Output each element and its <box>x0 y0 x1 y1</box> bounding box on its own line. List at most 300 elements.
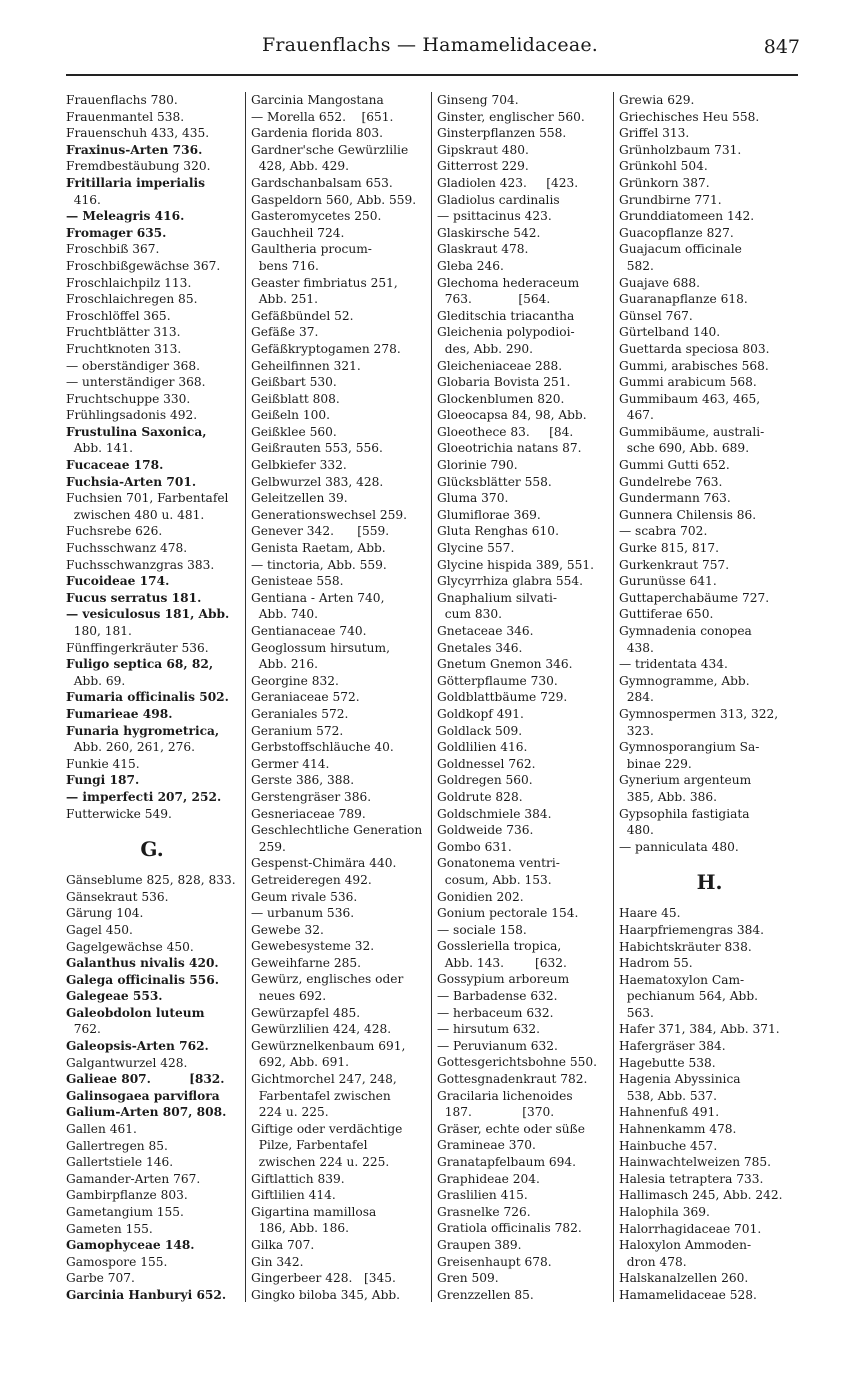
index-entry: Halophila 369. <box>619 1205 710 1219</box>
index-entry: Haematoxylon Cam- <box>619 972 745 987</box>
index-entry: Halesia tetraptera 733. <box>619 1171 764 1186</box>
index-entry: Fuchsrebe 626. <box>66 524 163 539</box>
index-entry: 563. <box>619 1005 654 1020</box>
index-entry: Abb. 141. <box>66 441 134 456</box>
index-entry: — oberständiger 368. <box>66 358 201 373</box>
index-entry: Gynerium argenteum <box>619 773 752 788</box>
index-entry: Frühlingsadonis 492. <box>66 408 198 423</box>
index-entry: Genisteae 558. <box>251 574 344 589</box>
index-entry: Gymnogramme, Abb. <box>619 673 750 688</box>
index-entry: Gewebesysteme 32. <box>251 939 375 954</box>
index-entry: Gypsophila fastigiata <box>619 806 750 821</box>
index-entry: Fünffingerkräuter 536. <box>66 640 209 655</box>
index-entry: Guttiferae 650. <box>619 607 714 622</box>
index-entry: Gasteromycetes 250. <box>251 209 382 224</box>
index-entry: — Meleagris 416. <box>66 209 185 224</box>
page-header <box>60 30 800 70</box>
index-entry: Gardner'sche Gewürzlilie <box>251 142 409 157</box>
index-entry: Gewürzapfel 485. <box>251 1005 361 1020</box>
index-entry: Gewürznelkenbaum 691, <box>251 1038 406 1053</box>
index-entry: Fromager 635. <box>66 225 167 240</box>
index-entry: Gymnadenia conopea <box>619 624 752 638</box>
index-entry: Graslilien 415. <box>437 1188 528 1203</box>
index-entry: 538, Abb. 537. <box>619 1088 718 1103</box>
index-entry: Galanthus nivalis 420. <box>66 956 219 971</box>
index-entry: Hamamelidaceae 528. <box>619 1287 757 1302</box>
index-entry: Fungi 187. <box>66 773 140 788</box>
index-entry: Halskanalzellen 260. <box>619 1271 749 1286</box>
index-entry: Abb. 143. [632. <box>437 955 567 970</box>
index-entry: Galeopsis-Arten 762. <box>66 1039 209 1054</box>
index-entry: Gelbkiefer 332. <box>251 458 347 473</box>
index-entry: Hafergräser 384. <box>619 1039 726 1054</box>
index-entry: Geißbart 530. <box>251 375 337 390</box>
index-entry: Graupen 389. <box>437 1237 522 1252</box>
index-entry: Getreideregen 492. <box>251 872 372 887</box>
index-entry: Gameten 155. <box>66 1221 153 1236</box>
index-entry: Gentiana - Arten 740, <box>251 590 385 605</box>
index-entry: Gentianaceae 740. <box>251 624 367 638</box>
index-entry: Goldrute 828. <box>437 789 523 804</box>
index-entry: sche 690, Abb. 689. <box>619 441 750 456</box>
index-entry: Gingko biloba 345, Abb. <box>251 1287 401 1302</box>
index-entry: Garcinia Mangostana <box>251 93 384 107</box>
index-column-2 <box>251 92 427 1304</box>
index-entry: 762. <box>66 1022 101 1037</box>
index-entry: Gleicheniaceae 288. <box>437 358 563 373</box>
index-entry: Gingerbeer 428. [345. <box>251 1271 396 1286</box>
index-entry: Gewebe 32. <box>251 922 324 937</box>
index-entry: Götterpflaume 730. <box>437 673 558 688</box>
index-entry: Froschbiß 367. <box>66 242 160 257</box>
index-entry: 187. [370. <box>437 1105 555 1120</box>
index-entry: neues 692. <box>251 989 327 1004</box>
index-entry: Gleichenia polypodioi- <box>437 325 575 340</box>
index-entry: Geleitzellen 39. <box>251 491 348 506</box>
index-entry: Grenzzellen 85. <box>437 1287 534 1302</box>
index-entry: Glaskirsche 542. <box>437 225 541 240</box>
header-rule <box>66 74 798 76</box>
index-entry: Guttaperchabäume 727. <box>619 590 770 605</box>
index-entry: Goldnessel 762. <box>437 756 536 771</box>
index-entry: Haare 45. <box>619 906 681 921</box>
index-entry: Gefäße 37. <box>251 325 319 340</box>
index-entry: Gallertregen 85. <box>66 1138 168 1153</box>
index-entry: Geißeln 100. <box>251 408 330 423</box>
index-entry: Fumarieae 498. <box>66 706 173 721</box>
index-entry: Galgantwurzel 428. <box>66 1055 188 1070</box>
index-entry: zwischen 224 u. 225. <box>251 1155 390 1169</box>
index-entry: Gnetum Gnemon 346. <box>437 657 573 672</box>
index-entry: Hadrom 55. <box>619 956 693 971</box>
index-entry: Geraniales 572. <box>251 706 349 721</box>
index-entry: Geißblatt 808. <box>251 391 340 406</box>
index-entry: Gewürz, englisches oder <box>251 972 404 987</box>
index-entry: Gratiola officinalis 782. <box>437 1221 582 1236</box>
column-divider <box>431 92 432 1302</box>
index-entry: Galinsogaea parviflora <box>66 1088 220 1103</box>
index-entry: Gärung 104. <box>66 906 144 921</box>
index-entry: — hirsutum 632. <box>437 1022 541 1037</box>
index-entry: Gurke 815, 817. <box>619 541 720 556</box>
index-entry: Gloeothece 83. [84. <box>437 424 574 439</box>
index-entry: Gigartina mamillosa <box>251 1204 377 1219</box>
index-entry: Generationswechsel 259. <box>251 507 408 522</box>
index-entry: — imperfecti 207, 252. <box>66 789 222 804</box>
index-entry: Gundelrebe 763. <box>619 474 723 489</box>
index-entry: Grunddiatomeen 142. <box>619 209 755 224</box>
index-entry: Gummi Gutti 652. <box>619 458 730 473</box>
index-entry: Gonatonema ventri- <box>437 856 560 871</box>
column-divider <box>245 92 246 1302</box>
index-entry: Guettarda speciosa 803. <box>619 341 770 356</box>
index-entry: Gloeocapsa 84, 98, Abb. <box>437 408 587 423</box>
index-column-1 <box>66 92 238 1304</box>
index-entry: Glücksblätter 558. <box>437 474 552 489</box>
index-entry: 467. <box>619 408 654 423</box>
index-entry: Gitterrost 229. <box>437 159 529 174</box>
index-entry: Gottesgnadenkraut 782. <box>437 1072 588 1087</box>
index-entry: Fuligo septica 68, 82, <box>66 657 214 672</box>
index-entry: Hainwachtelweizen 785. <box>619 1155 772 1170</box>
index-entry: Graphideae 204. <box>437 1171 540 1186</box>
index-entry: Gurunüsse 641. <box>619 574 717 589</box>
index-entry: Galega officinalis 556. <box>66 972 219 987</box>
index-entry: — psittacinus 423. <box>437 209 552 224</box>
index-entry: Gloeotrichia natans 87. <box>437 441 582 456</box>
index-entry: Grasnelke 726. <box>437 1204 531 1219</box>
index-entry: Greisenhaupt 678. <box>437 1254 552 1269</box>
index-entry: Goldlilien 416. <box>437 740 528 755</box>
index-entry: Fuchsia-Arten 701. <box>66 474 197 489</box>
index-entry: Germer 414. <box>251 756 330 771</box>
index-entry: Gagel 450. <box>66 922 133 937</box>
index-entry: Frustulina Saxonica, <box>66 424 207 439</box>
index-entry: — vesiculosus 181, Abb. <box>66 607 230 622</box>
index-entry: Futterwicke 549. <box>66 806 172 821</box>
index-entry: Fruchtknoten 313. <box>66 341 182 356</box>
index-entry: Goldweide 736. <box>437 823 534 838</box>
index-entry: 224 u. 225. <box>251 1105 329 1120</box>
index-entry: Gladiolen 423. [423. <box>437 175 579 190</box>
index-entry: Gerste 386, 388. <box>251 773 355 788</box>
index-entry: Frauenmantel 538. <box>66 109 185 124</box>
index-entry: Grünholzbaum 731. <box>619 142 742 157</box>
index-entry: cosum, Abb. 153. <box>437 872 552 887</box>
index-entry: Genista Raetam, Abb. <box>251 541 386 556</box>
index-entry: Gamospore 155. <box>66 1254 168 1269</box>
index-column-3 <box>437 92 609 1304</box>
index-entry: Giftige oder verdächtige <box>251 1121 403 1136</box>
index-entry: 428, Abb. 429. <box>251 159 350 174</box>
index-entry: 186, Abb. 186. <box>251 1221 350 1236</box>
index-entry: Hainbuche 457. <box>619 1138 718 1153</box>
index-entry: 323. <box>619 723 654 738</box>
index-entry: Geaster fimbriatus 251, <box>251 275 398 290</box>
index-entry: Glechoma hederaceum <box>437 275 580 290</box>
index-entry: Gladiolus cardinalis <box>437 192 560 207</box>
index-entry: Hallimasch 245, Abb. 242. <box>619 1188 783 1203</box>
index-entry: Gallen 461. <box>66 1122 137 1137</box>
index-entry: Galeobdolon luteum <box>66 1005 205 1020</box>
index-entry: Griffel 313. <box>619 126 690 141</box>
index-entry: Fritillaria imperialis <box>66 175 205 190</box>
index-entry: Gaspeldorn 560, Abb. 559. <box>251 192 417 207</box>
index-entry: Gerbstoffschläuche 40. <box>251 740 394 755</box>
index-entry: Gipskraut 480. <box>437 142 529 157</box>
index-entry: Abb. 260, 261, 276. <box>66 740 196 755</box>
index-entry: — tridentata 434. <box>619 657 728 672</box>
index-entry: — Barbadense 632. <box>437 989 558 1004</box>
index-entry: Haarpfriemengras 384. <box>619 922 765 937</box>
index-entry: Georgine 832. <box>251 673 339 688</box>
index-entry: Gunnera Chilensis 86. <box>619 507 757 522</box>
index-entry: Globaria Bovista 251. <box>437 375 571 390</box>
index-entry: zwischen 480 u. 481. <box>66 507 205 522</box>
index-entry: Gleditschia triacantha <box>437 308 575 323</box>
index-entry: Gnetaceae 346. <box>437 624 534 638</box>
index-entry: Gin 342. <box>251 1254 304 1269</box>
index-entry: Froschbißgewächse 367. <box>66 258 221 273</box>
index-entry: Fraxinus-Arten 736. <box>66 142 203 157</box>
index-entry: — unterständiger 368. <box>66 375 206 390</box>
index-entry: Gallertstiele 146. <box>66 1155 174 1170</box>
index-entry: Genever 342. [559. <box>251 524 390 539</box>
index-entry: Abb. 740. <box>251 607 319 622</box>
index-entry: Ginster, englischer 560. <box>437 109 585 124</box>
index-entry: Pilze, Farbentafel <box>251 1138 368 1153</box>
index-entry: Gaultheria procum- <box>251 242 372 257</box>
index-entry: Grünkohl 504. <box>619 159 708 174</box>
index-entry: Glorinie 790. <box>437 458 518 473</box>
index-entry: Gilka 707. <box>251 1237 315 1252</box>
index-entry: Hahnenfuß 491. <box>619 1105 720 1120</box>
index-entry: Giftlattich 839. <box>251 1171 345 1186</box>
index-entry: Frauenschuh 433, 435. <box>66 126 210 141</box>
page-number: 847 <box>763 36 800 58</box>
index-entry: Halorrhagidaceae 701. <box>619 1221 762 1236</box>
index-entry: Guajave 688. <box>619 275 701 290</box>
index-entry: Gombo 631. <box>437 839 512 854</box>
index-entry: Abb. 69. <box>66 673 126 688</box>
index-entry: Hahnenkamm 478. <box>619 1122 737 1137</box>
index-entry: Granatapfelbaum 694. <box>437 1155 577 1169</box>
index-entry: 582. <box>619 258 654 273</box>
index-entry: Gummibaum 463, 465, <box>619 391 761 406</box>
index-entry: Goldregen 560. <box>437 773 533 788</box>
index-entry: Gametangium 155. <box>66 1205 184 1219</box>
index-entry: — tinctoria, Abb. 559. <box>251 557 387 572</box>
index-entry: Geschlechtliche Generation <box>251 823 423 838</box>
index-entry: 180, 181. <box>66 624 132 638</box>
index-entry: Gluta Renghas 610. <box>437 524 559 539</box>
index-entry: Glaskraut 478. <box>437 242 529 257</box>
index-entry: — herbaceum 632. <box>437 1005 554 1020</box>
index-entry: Funaria hygrometrica, <box>66 723 220 738</box>
index-entry: Farbentafel zwischen <box>251 1088 391 1103</box>
index-entry: Gottesgerichtsbohne 550. <box>437 1055 597 1070</box>
index-entry: Funkie 415. <box>66 756 140 771</box>
index-entry: Garbe 707. <box>66 1271 135 1286</box>
index-entry: Gymnosporangium Sa- <box>619 740 760 755</box>
index-entry: Glumiflorae 369. <box>437 507 541 522</box>
index-entry: Gracilaria lichenoides <box>437 1088 573 1103</box>
index-entry: Fruchtblätter 313. <box>66 325 181 340</box>
index-entry: Gossleriella tropica, <box>437 939 562 954</box>
section-letter: H. <box>696 870 723 895</box>
index-entry: Glycine hispida 389, 551. <box>437 557 594 572</box>
index-entry: Geoglossum hirsutum, <box>251 640 390 655</box>
index-entry: Fuchsien 701, Farbentafel <box>66 491 229 506</box>
index-entry: Günsel 767. <box>619 308 693 323</box>
column-divider <box>613 92 614 1302</box>
index-entry: 385, Abb. 386. <box>619 789 718 804</box>
section-letter: G. <box>140 837 164 862</box>
index-entry: Gardschanbalsam 653. <box>251 175 393 190</box>
index-entry: Gamander-Arten 767. <box>66 1171 201 1186</box>
index-entry: Gewürzlilien 424, 428. <box>251 1022 392 1037</box>
index-entry: Gefäßbündel 52. <box>251 308 354 323</box>
index-entry: Galieae 807. [832. <box>66 1072 225 1087</box>
index-entry: Goldblattbäume 729. <box>437 690 568 705</box>
index-entry: Garcinia Hanburyi 652. <box>66 1287 227 1302</box>
index-entry: Goldschmiele 384. <box>437 806 552 821</box>
index-entry: Ginsterpflanzen 558. <box>437 126 567 141</box>
index-entry: Fuchsschwanz 478. <box>66 541 188 556</box>
index-entry: Fucoideae 174. <box>66 574 170 589</box>
index-entry: Gefäßkryptogamen 278. <box>251 341 401 356</box>
index-entry: Goldkopf 491. <box>437 706 524 721</box>
index-entry: Gundermann 763. <box>619 491 731 506</box>
index-entry: Fremdbestäubung 320. <box>66 159 211 174</box>
index-entry: Gauchheil 724. <box>251 225 345 240</box>
index-entry: Grünkorn 387. <box>619 175 710 190</box>
index-entry: Gräser, echte oder süße <box>437 1121 585 1136</box>
index-entry: Geißklee 560. <box>251 424 337 439</box>
index-entry: Hafer 371, 384, Abb. 371. <box>619 1022 780 1037</box>
index-entry: Gagelgewächse 450. <box>66 939 194 954</box>
index-entry: Gamophyceae 148. <box>66 1238 195 1253</box>
index-entry: Fuchsschwanzgras 383. <box>66 557 215 572</box>
index-entry: Guajacum officinale <box>619 242 742 257</box>
index-entry: Gürtelband 140. <box>619 325 721 340</box>
index-entry: Gänseblume 825, 828, 833. <box>66 873 236 888</box>
index-entry: Geißrauten 553, 556. <box>251 441 383 456</box>
index-entry: — urbanum 536. <box>251 906 355 921</box>
index-entry: Fruchtschuppe 330. <box>66 391 191 406</box>
index-entry: Gurkenkraut 757. <box>619 557 730 572</box>
index-entry: 692, Abb. 691. <box>251 1055 350 1070</box>
index-entry: dron 478. <box>619 1254 687 1269</box>
index-entry: Glycine 557. <box>437 541 515 556</box>
index-entry: Grewia 629. <box>619 93 695 107</box>
index-entry: Froschlaichpilz 113. <box>66 275 192 290</box>
index-entry: — Peruvianum 632. <box>437 1038 558 1053</box>
index-entry: Gossypium arboreum <box>437 972 570 987</box>
index-entry: 438. <box>619 640 654 655</box>
index-entry: Fucus serratus 181. <box>66 590 202 605</box>
index-entry: Geum rivale 536. <box>251 889 358 904</box>
index-entry: Gymnospermen 313, 322, <box>619 706 779 721</box>
index-entry: 480. <box>619 823 654 838</box>
index-entry: 763. [564. <box>437 292 551 307</box>
index-columns <box>66 92 800 1382</box>
index-entry: Froschlöffel 365. <box>66 308 171 323</box>
index-entry: cum 830. <box>437 607 502 622</box>
index-entry: Geweihfarne 285. <box>251 955 362 970</box>
index-entry: 259. <box>251 839 286 854</box>
index-entry: Fucaceae 178. <box>66 458 164 473</box>
index-entry: — panniculata 480. <box>619 839 739 854</box>
index-entry: Gluma 370. <box>437 491 509 506</box>
index-entry: 284. <box>619 690 654 705</box>
index-entry: — scabra 702. <box>619 524 708 539</box>
index-entry: Gummi arabicum 568. <box>619 375 757 390</box>
index-entry: — Morella 652. [651. <box>251 109 394 124</box>
index-entry: Gleba 246. <box>437 258 504 273</box>
index-entry: Goldlack 509. <box>437 723 523 738</box>
index-entry: Gramineae 370. <box>437 1138 536 1153</box>
index-column-4 <box>619 92 800 1304</box>
index-entry: Guacopflanze 827. <box>619 225 734 240</box>
index-entry: Fumaria officinalis 502. <box>66 690 229 705</box>
index-entry: Geheilfinnen 321. <box>251 358 361 373</box>
index-entry: Gnetales 346. <box>437 640 523 655</box>
index-entry: Ginseng 704. <box>437 93 519 107</box>
running-title: Frauenflachs — Hamamelidaceae. <box>261 34 599 56</box>
index-entry: Gardenia florida 803. <box>251 126 383 141</box>
index-entry: Gnaphalium silvati- <box>437 590 557 605</box>
index-entry: Glockenblumen 820. <box>437 391 565 406</box>
index-entry: Galegeae 553. <box>66 989 163 1004</box>
index-entry: Grundbirne 771. <box>619 192 722 207</box>
index-entry: Hagebutte 538. <box>619 1055 716 1070</box>
index-entry: Gonidien 202. <box>437 889 524 904</box>
index-entry: Froschlaichregen 85. <box>66 292 198 307</box>
index-entry: Hagenia Abyssinica <box>619 1072 741 1087</box>
index-entry: Galium-Arten 807, 808. <box>66 1105 227 1120</box>
index-entry: Giftlilien 414. <box>251 1188 336 1203</box>
index-entry: Glycyrrhiza glabra 554. <box>437 574 584 589</box>
index-entry: Gummibäume, australi- <box>619 424 765 439</box>
index-entry: binae 229. <box>619 756 692 771</box>
index-entry: Griechisches Heu 558. <box>619 109 760 124</box>
index-entry: Guaranapflanze 618. <box>619 292 748 307</box>
index-entry: des, Abb. 290. <box>437 341 534 356</box>
index-entry: Geranium 572. <box>251 723 344 738</box>
index-entry: Habichtskräuter 838. <box>619 939 752 954</box>
index-entry: Abb. 251. <box>251 292 319 307</box>
index-entry: Gichtmorchel 247, 248, <box>251 1072 397 1087</box>
index-entry: Gonium pectorale 154. <box>437 906 579 921</box>
index-entry: Gelbwurzel 383, 428. <box>251 474 384 489</box>
index-entry: Gespenst-Chimära 440. <box>251 856 397 871</box>
index-entry: Haloxylon Ammoden- <box>619 1238 752 1253</box>
index-entry: Frauenflachs 780. <box>66 93 178 107</box>
index-entry: pechianum 564, Abb. <box>619 989 759 1004</box>
index-entry: Gesneriaceae 789. <box>251 806 366 821</box>
index-entry: Gänsekraut 536. <box>66 889 169 904</box>
index-entry: — sociale 158. <box>437 922 527 937</box>
index-entry: 416. <box>66 192 101 207</box>
index-entry: Gambirpflanze 803. <box>66 1188 188 1203</box>
index-entry: Gren 509. <box>437 1271 499 1286</box>
index-entry: Gerstengräser 386. <box>251 789 372 804</box>
index-entry: Gummi, arabisches 568. <box>619 358 769 373</box>
index-entry: Abb. 216. <box>251 657 319 672</box>
index-entry: Geraniaceae 572. <box>251 690 360 705</box>
index-entry: bens 716. <box>251 258 319 273</box>
